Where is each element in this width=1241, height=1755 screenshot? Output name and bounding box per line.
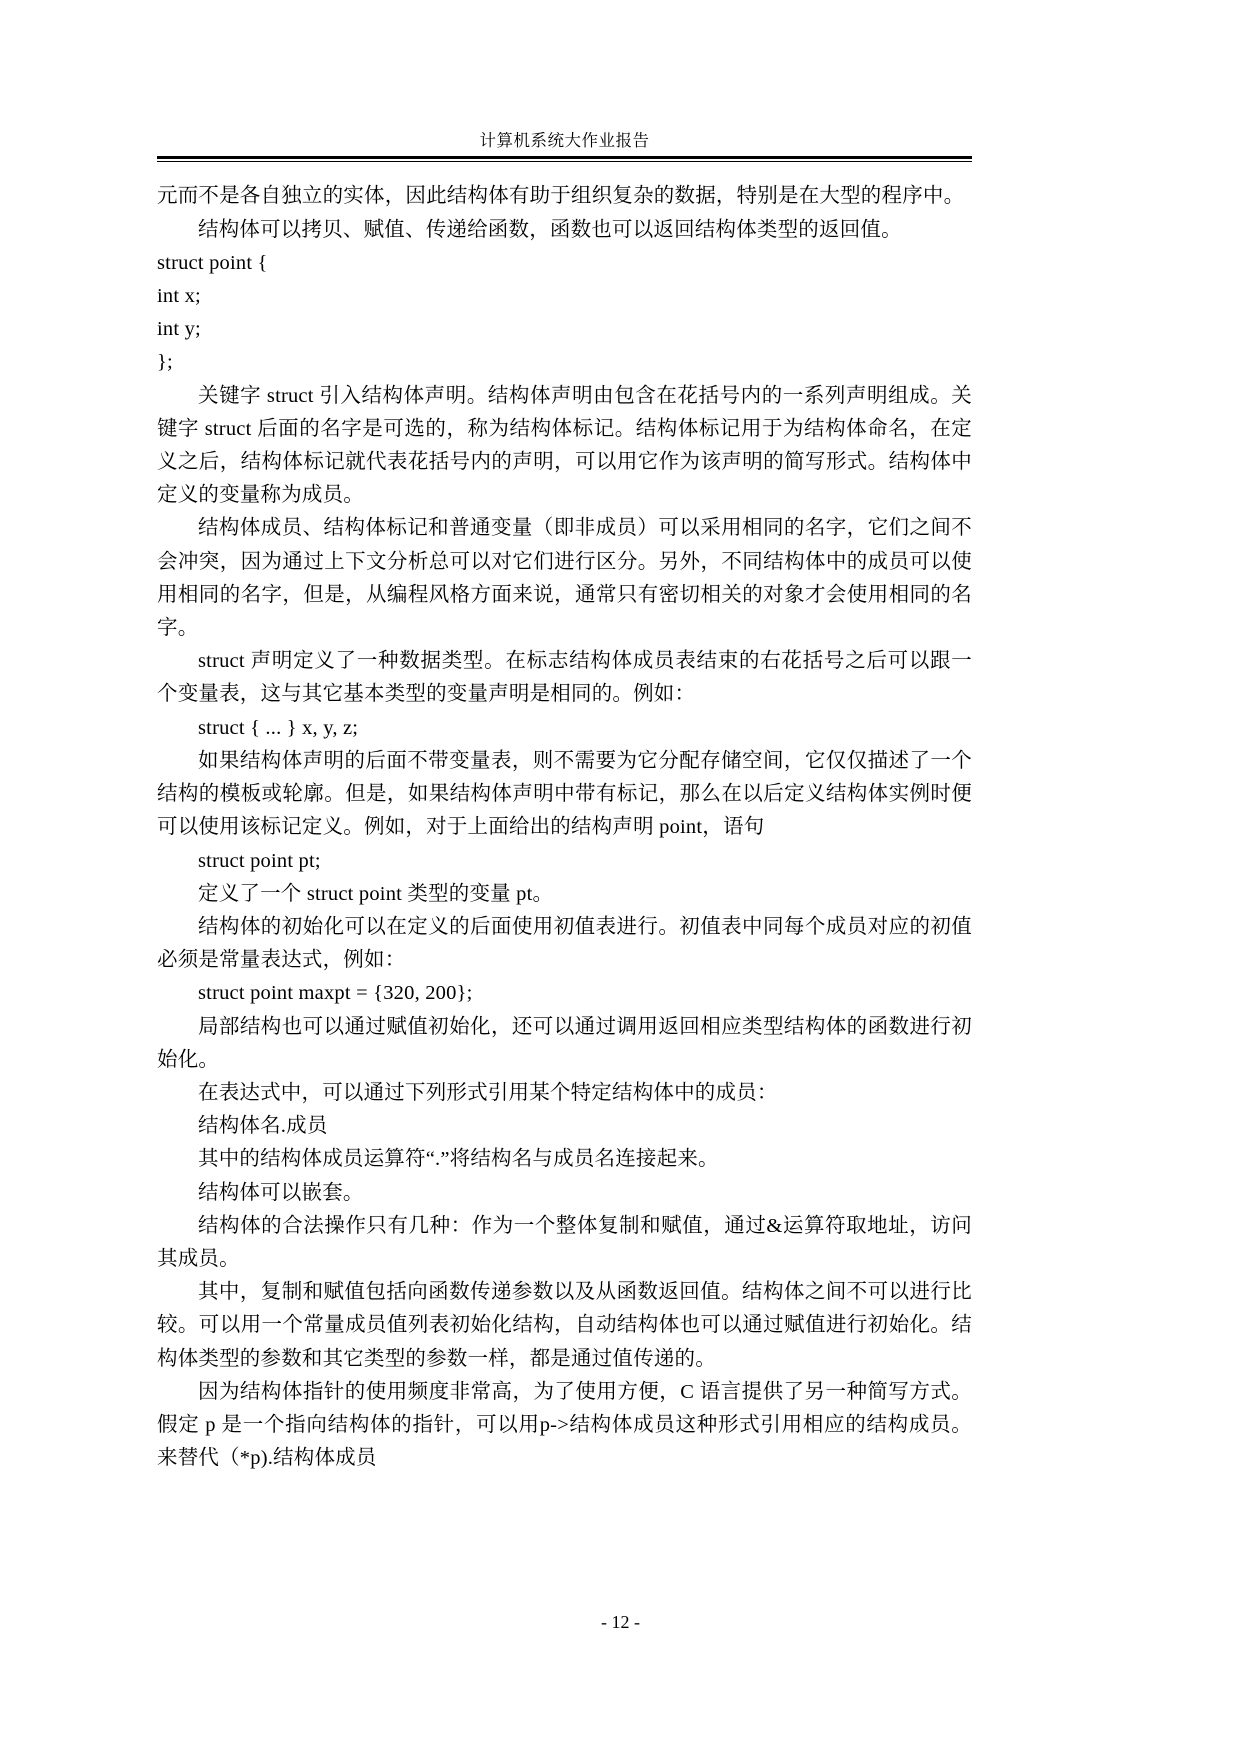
paragraph: struct { ... } x, y, z; xyxy=(198,716,359,739)
paragraph: 因为结构体指针的使用频度非常高，为了使用方便，C 语言提供了另一种简写方式。假定 p 是一个指向结构体的指针，可以用p->结构体成员这种形式引用相应的结构成员。来替代（*p).结构体成员 xyxy=(157,1380,972,1470)
paragraph: struct 声明定义了一种数据类型。在标志结构体成员表结束的右花括号之后可以跟一个变量表，这与其它基本类型的变量声明是相同的。例如： xyxy=(157,650,972,706)
paragraph: 定义了一个 struct point 类型的变量 pt。 xyxy=(198,882,554,905)
paragraph: 在表达式中，可以通过下列形式引用某个特定结构体中的成员： xyxy=(198,1081,778,1104)
page-number: - 12 - xyxy=(601,1612,640,1632)
paragraph: struct point maxpt = {320, 200}; xyxy=(198,982,473,1005)
paragraph: }; xyxy=(157,351,173,374)
paragraph: 结构体可以拷贝、赋值、传递给函数，函数也可以返回结构体类型的返回值。 xyxy=(198,218,902,241)
paragraph: int x; xyxy=(157,285,201,308)
paragraph: 元而不是各自独立的实体，因此结构体有助于组织复杂的数据，特别是在大型的程序中。 xyxy=(157,185,965,208)
document-body xyxy=(157,180,972,1475)
paragraph: struct point { xyxy=(157,251,268,274)
paragraph: 结构体名.成员 xyxy=(198,1115,328,1138)
page-content xyxy=(157,130,972,1475)
paragraph: 局部结构也可以通过赋值初始化，还可以通过调用返回相应类型结构体的函数进行初始化。 xyxy=(157,1015,972,1071)
paragraph: 关键字 struct 引入结构体声明。结构体声明由包含在花括号内的一系列声明组成。关键字 struct 后面的名字是可选的，称为结构体标记。结构体标记用于为结构体命名，在定义之后，结构体标记就代表花括号内的声明，可以用它作为该声明的简写形式。结构体中定义的变量称为成员。 xyxy=(157,384,972,507)
paragraph: 结构体可以嵌套。 xyxy=(198,1181,364,1204)
paragraph: 结构体的合法操作只有几种：作为一个整体复制和赋值，通过&运算符取地址，访问其成员。 xyxy=(157,1214,972,1270)
paragraph: 其中，复制和赋值包括向函数传递参数以及从函数返回值。结构体之间不可以进行比较。可以用一个常量成员值列表初始化结构，自动结构体也可以通过赋值进行初始化。结构体类型的参数和其它类型的参数一样，都是通过值传递的。 xyxy=(157,1281,972,1370)
paragraph: 结构体的初始化可以在定义的后面使用初值表进行。初值表中同每个成员对应的初值必须是常量表达式，例如： xyxy=(157,915,972,972)
header-divider xyxy=(157,156,972,162)
paragraph: 如果结构体声明的后面不带变量表，则不需要为它分配存储空间，它仅仅描述了一个结构的模板或轮廓。但是，如果结构体声明中带有标记，那么在以后定义结构体实例时便可以使用该标记定义。例如，对于上面给出的结构声明 point，语句 xyxy=(157,749,972,839)
paragraph: struct point pt; xyxy=(198,849,321,872)
paragraph: 结构体成员、结构体标记和普通变量（即非成员）可以采用相同的名字，它们之间不会冲突，因为通过上下文分析总可以对它们进行区分。另外，不同结构体中的成员可以使用相同的名字，但是，从编程风格方面来说，通常只有密切相关的对象才会使用相同的名字。 xyxy=(157,517,972,640)
paragraph: 其中的结构体成员运算符“.”将结构名与成员名连接起来。 xyxy=(198,1148,719,1171)
document-header-title: 计算机系统大作业报告 xyxy=(479,131,650,150)
paragraph: int y; xyxy=(157,318,201,341)
